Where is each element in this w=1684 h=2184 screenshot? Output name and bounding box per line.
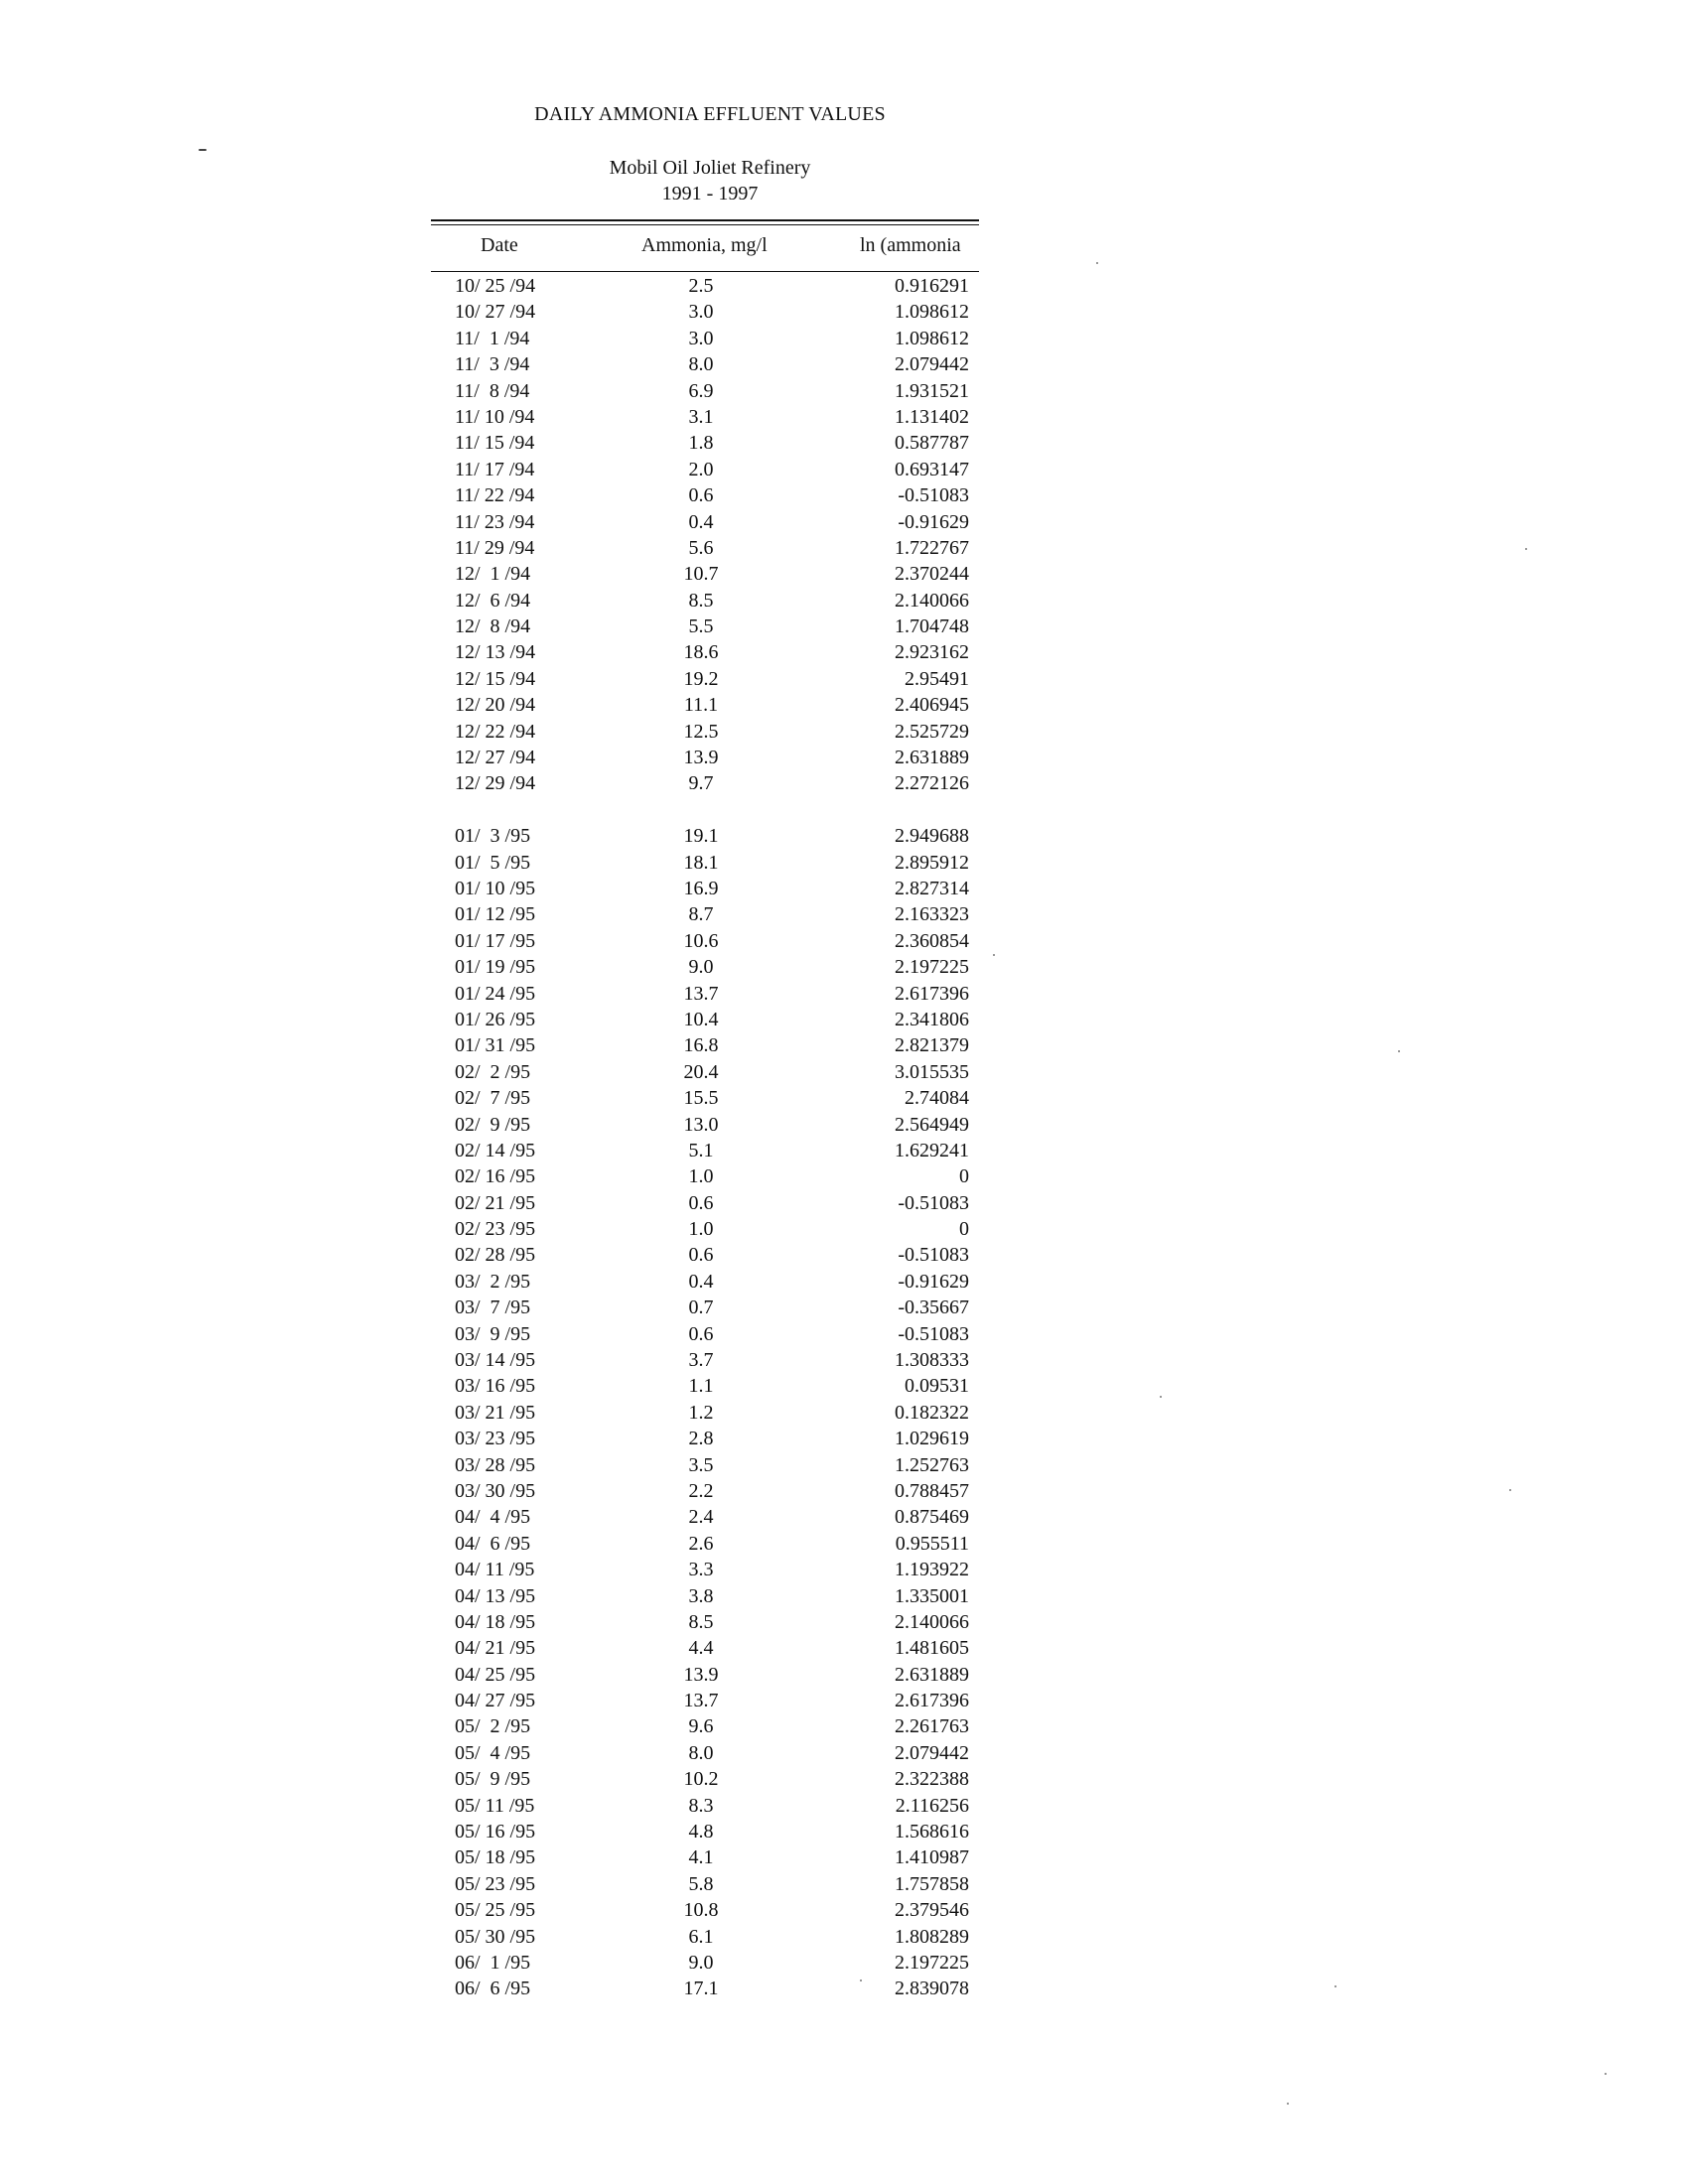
cell-ammonia: 0.4: [688, 510, 714, 533]
cell-ln-ammonia: 2.74084: [905, 1087, 969, 1110]
cell-ln-ammonia: 1.098612: [895, 327, 969, 349]
table-row: [431, 770, 979, 796]
table-row: [431, 1295, 979, 1320]
cell-ln-ammonia: 2.617396: [895, 982, 969, 1005]
table-row: [431, 561, 979, 587]
cell-ammonia: 8.7: [688, 903, 714, 926]
cell-ammonia: 1.0: [688, 1165, 714, 1188]
table-row: [431, 1059, 979, 1085]
cell-ammonia: 3.5: [688, 1453, 714, 1476]
cell-ln-ammonia: 1.808289: [895, 1925, 969, 1948]
cell-ammonia: 0.6: [688, 1244, 714, 1267]
cell-ammonia: 8.5: [688, 1610, 714, 1633]
table-row: [431, 639, 979, 665]
cell-ammonia: 1.8: [688, 432, 714, 455]
cell-ammonia: 19.1: [683, 825, 719, 848]
cell-date: 01/ 10 /95: [455, 877, 536, 899]
cell-date: 04/ 4 /95: [455, 1506, 531, 1529]
table-row: [431, 1924, 979, 1950]
cell-ln-ammonia: 2.140066: [895, 1610, 969, 1633]
cell-date: 03/ 23 /95: [455, 1428, 536, 1450]
cell-date: 01/ 5 /95: [455, 851, 531, 874]
table-row: [431, 1163, 979, 1189]
cell-ammonia: 2.2: [688, 1479, 714, 1502]
table-row: [431, 1976, 979, 2001]
cell-ammonia: 10.2: [683, 1768, 719, 1791]
table-row: [431, 1400, 979, 1426]
cell-ln-ammonia: -0.51083: [898, 1191, 969, 1214]
cell-ln-ammonia: 2.272126: [895, 772, 969, 795]
cell-ln-ammonia: 2.525729: [895, 720, 969, 743]
cell-date: 03/ 14 /95: [455, 1349, 536, 1372]
cell-ln-ammonia: -0.51083: [898, 1322, 969, 1345]
cell-ln-ammonia: -0.51083: [898, 1244, 969, 1267]
table-row: [431, 1426, 979, 1451]
table-row: [431, 614, 979, 639]
scan-speck: [1160, 1396, 1162, 1398]
table-row: [431, 1871, 979, 1897]
table-row: [431, 1085, 979, 1111]
cell-ammonia: 18.6: [683, 641, 719, 664]
cell-date: 11/ 15 /94: [455, 432, 535, 455]
cell-ammonia: 2.5: [688, 275, 714, 297]
table-row: [431, 1242, 979, 1268]
cell-date: 11/ 22 /94: [455, 484, 535, 507]
cell-ln-ammonia: 1.931521: [895, 379, 969, 402]
table-row: [431, 823, 979, 849]
cell-ln-ammonia: 2.116256: [895, 1794, 969, 1817]
cell-date: 03/ 2 /95: [455, 1270, 531, 1293]
cell-ln-ammonia: 1.704748: [895, 615, 969, 638]
cell-ammonia: 0.6: [688, 1191, 714, 1214]
cell-ammonia: 2.0: [688, 458, 714, 480]
cell-ln-ammonia: 1.410987: [895, 1846, 969, 1869]
table-row: [431, 1269, 979, 1295]
cell-ammonia: 5.6: [688, 536, 714, 559]
cell-ammonia: 20.4: [683, 1060, 719, 1083]
header-date: Date: [481, 234, 518, 256]
table-row: [431, 351, 979, 377]
cell-ammonia: 10.6: [683, 929, 719, 952]
cell-ln-ammonia: -0.51083: [898, 484, 969, 507]
cell-ammonia: 8.5: [688, 589, 714, 612]
cell-ammonia: 18.1: [683, 851, 719, 874]
table-row: [431, 1032, 979, 1058]
cell-ln-ammonia: 0.693147: [895, 458, 969, 480]
cell-ln-ammonia: 2.163323: [895, 903, 969, 926]
table-row: [431, 1478, 979, 1504]
cell-ammonia: 16.9: [683, 877, 719, 899]
cell-ln-ammonia: 2.631889: [895, 747, 969, 769]
cell-ammonia: 13.7: [683, 982, 719, 1005]
cell-date: 06/ 1 /95: [455, 1952, 531, 1974]
table-row: [431, 1766, 979, 1792]
cell-ammonia: 13.0: [683, 1113, 719, 1136]
document-title: DAILY AMMONIA EFFLUENT VALUES: [534, 103, 886, 125]
table-row: [431, 1321, 979, 1347]
scan-speck: [1287, 2103, 1289, 2105]
cell-date: 06/ 6 /95: [455, 1978, 531, 2000]
cell-date: 12/ 1 /94: [455, 563, 531, 586]
cell-date: 03/ 16 /95: [455, 1375, 536, 1398]
cell-date: 03/ 9 /95: [455, 1322, 531, 1345]
cell-ln-ammonia: 2.923162: [895, 641, 969, 664]
table-row: [431, 1950, 979, 1976]
cell-ln-ammonia: 2.360854: [895, 929, 969, 952]
cell-ln-ammonia: 2.564949: [895, 1113, 969, 1136]
cell-ammonia: 2.4: [688, 1506, 714, 1529]
header-ammonia: Ammonia, mg/l: [641, 234, 768, 256]
cell-ammonia: 11.1: [683, 694, 719, 717]
cell-ln-ammonia: 0: [959, 1165, 969, 1188]
cell-date: 01/ 12 /95: [455, 903, 536, 926]
cell-ammonia: 0.7: [688, 1297, 714, 1319]
cell-date: 05/ 16 /95: [455, 1821, 536, 1843]
table-row: [431, 1713, 979, 1739]
cell-date: 04/ 21 /95: [455, 1637, 536, 1660]
cell-ammonia: 3.0: [688, 301, 714, 324]
cell-ammonia: 3.8: [688, 1584, 714, 1607]
table-row: [431, 430, 979, 456]
table-row: [431, 1740, 979, 1766]
cell-date: 12/ 29 /94: [455, 772, 536, 795]
table-row: [431, 1635, 979, 1661]
table-row: [431, 1819, 979, 1844]
cell-ln-ammonia: 2.895912: [895, 851, 969, 874]
cell-ammonia: 8.0: [688, 353, 714, 376]
cell-ln-ammonia: 2.341806: [895, 1008, 969, 1030]
cell-ln-ammonia: 1.722767: [895, 536, 969, 559]
cell-date: 12/ 8 /94: [455, 615, 531, 638]
cell-date: 10/ 27 /94: [455, 301, 536, 324]
table-row: [431, 1583, 979, 1609]
table-row: [431, 1112, 979, 1138]
table-row: [431, 1688, 979, 1713]
cell-ln-ammonia: 1.252763: [895, 1453, 969, 1476]
table-row: [431, 299, 979, 325]
cell-ln-ammonia: 0.09531: [905, 1375, 969, 1398]
cell-date: 04/ 13 /95: [455, 1584, 536, 1607]
scan-speck: [1334, 1985, 1336, 1987]
cell-ammonia: 9.0: [688, 1952, 714, 1974]
table-row: [431, 1557, 979, 1582]
cell-ln-ammonia: 1.629241: [895, 1139, 969, 1161]
table-row: [431, 1531, 979, 1557]
cell-ln-ammonia: 2.079442: [895, 353, 969, 376]
cell-date: 04/ 18 /95: [455, 1610, 536, 1633]
scan-speck: [1525, 548, 1527, 550]
table-row: [431, 1897, 979, 1923]
table-row: [431, 1216, 979, 1242]
table-row: [431, 954, 979, 980]
cell-ammonia: 5.1: [688, 1139, 714, 1161]
cell-date: 12/ 27 /94: [455, 747, 536, 769]
cell-ln-ammonia: -0.91629: [898, 1270, 969, 1293]
cell-ammonia: 8.3: [688, 1794, 714, 1817]
cell-date: 02/ 9 /95: [455, 1113, 531, 1136]
cell-ammonia: 2.8: [688, 1428, 714, 1450]
cell-ammonia: 3.3: [688, 1559, 714, 1581]
table-row: [431, 1007, 979, 1032]
cell-ammonia: 12.5: [683, 720, 719, 743]
table-row: [431, 745, 979, 770]
cell-date: 02/ 21 /95: [455, 1191, 536, 1214]
scan-speck: [1398, 1050, 1400, 1052]
cell-date: 05/ 2 /95: [455, 1715, 531, 1738]
cell-date: 11/ 10 /94: [455, 405, 535, 428]
table-row: [431, 588, 979, 614]
cell-ln-ammonia: 1.308333: [895, 1349, 969, 1372]
table-row: [431, 692, 979, 718]
cell-date: 12/ 13 /94: [455, 641, 536, 664]
cell-ln-ammonia: 1.757858: [895, 1872, 969, 1895]
table-row: [431, 1609, 979, 1635]
cell-ammonia: 16.8: [683, 1034, 719, 1057]
cell-ln-ammonia: 2.379546: [895, 1899, 969, 1922]
cell-date: 05/ 23 /95: [455, 1872, 536, 1895]
cell-date: 01/ 17 /95: [455, 929, 536, 952]
cell-ammonia: 5.5: [688, 615, 714, 638]
cell-date: 11/ 8 /94: [455, 379, 530, 402]
table-header: [431, 234, 979, 262]
table-row: [431, 1347, 979, 1373]
cell-ammonia: 10.4: [683, 1008, 719, 1030]
cell-date: 03/ 28 /95: [455, 1453, 536, 1476]
cell-ammonia: 13.9: [683, 747, 719, 769]
cell-ln-ammonia: 2.839078: [895, 1978, 969, 2000]
scan-speck: [1509, 1489, 1511, 1491]
table-row: [431, 1190, 979, 1216]
cell-ln-ammonia: 2.827314: [895, 877, 969, 899]
document-subtitle: [0, 155, 1420, 206]
cell-date: 04/ 11 /95: [455, 1559, 535, 1581]
cell-date: 05/ 25 /95: [455, 1899, 536, 1922]
table-row: [431, 876, 979, 901]
cell-date: 05/ 11 /95: [455, 1794, 535, 1817]
cell-ln-ammonia: 2.617396: [895, 1690, 969, 1712]
scan-speck: [860, 1979, 862, 1981]
cell-ln-ammonia: 0.916291: [895, 275, 969, 297]
table-row: [431, 482, 979, 508]
cell-date: 02/ 28 /95: [455, 1244, 536, 1267]
cell-date: 11/ 29 /94: [455, 536, 535, 559]
cell-ln-ammonia: 1.131402: [895, 405, 969, 428]
header-ln-ammonia: ln (ammonia: [860, 234, 961, 256]
cell-date: 04/ 27 /95: [455, 1690, 536, 1712]
cell-date: 05/ 30 /95: [455, 1925, 536, 1948]
cell-ammonia: 0.4: [688, 1270, 714, 1293]
cell-ammonia: 3.7: [688, 1349, 714, 1372]
cell-ln-ammonia: -0.91629: [898, 510, 969, 533]
cell-ln-ammonia: -0.35667: [898, 1297, 969, 1319]
cell-ln-ammonia: 2.631889: [895, 1663, 969, 1686]
table-row: [431, 1452, 979, 1478]
cell-date: 01/ 26 /95: [455, 1008, 536, 1030]
cell-ln-ammonia: 1.481605: [895, 1637, 969, 1660]
subtitle-years: 1991 - 1997: [661, 183, 759, 205]
cell-ln-ammonia: 0.182322: [895, 1401, 969, 1424]
cell-date: 12/ 6 /94: [455, 589, 531, 612]
table-spacer: [431, 797, 979, 823]
table-row: [431, 901, 979, 927]
table-row: [431, 509, 979, 535]
table-row: [431, 928, 979, 954]
subtitle-refinery: Mobil Oil Joliet Refinery: [609, 157, 811, 179]
cell-ln-ammonia: 2.821379: [895, 1034, 969, 1057]
scan-speck: [199, 149, 207, 151]
cell-ln-ammonia: 0.587787: [895, 432, 969, 455]
cell-ln-ammonia: 2.370244: [895, 563, 969, 586]
cell-ammonia: 10.7: [683, 563, 719, 586]
cell-date: 12/ 20 /94: [455, 694, 536, 717]
cell-ln-ammonia: 2.949688: [895, 825, 969, 848]
cell-date: 01/ 19 /95: [455, 956, 536, 979]
cell-date: 11/ 1 /94: [455, 327, 530, 349]
cell-ln-ammonia: 1.098612: [895, 301, 969, 324]
cell-ln-ammonia: 2.197225: [895, 956, 969, 979]
cell-ln-ammonia: 3.015535: [895, 1060, 969, 1083]
scan-speck: [1605, 2073, 1607, 2075]
cell-ln-ammonia: 2.322388: [895, 1768, 969, 1791]
table-top-rule: [431, 219, 979, 225]
cell-ammonia: 0.6: [688, 484, 714, 507]
cell-ammonia: 3.0: [688, 327, 714, 349]
table-row: [431, 1793, 979, 1819]
cell-ln-ammonia: 1.029619: [895, 1428, 969, 1450]
cell-ln-ammonia: 1.568616: [895, 1821, 969, 1843]
cell-ln-ammonia: 2.95491: [905, 667, 969, 690]
cell-ln-ammonia: 0.955511: [895, 1532, 969, 1555]
table-row: [431, 535, 979, 561]
cell-ln-ammonia: 1.335001: [895, 1584, 969, 1607]
cell-ln-ammonia: 0.788457: [895, 1479, 969, 1502]
cell-date: 02/ 7 /95: [455, 1087, 531, 1110]
cell-date: 02/ 23 /95: [455, 1218, 536, 1241]
cell-ammonia: 6.9: [688, 379, 714, 402]
cell-date: 04/ 25 /95: [455, 1663, 536, 1686]
table-row: [431, 273, 979, 299]
cell-ammonia: 4.1: [688, 1846, 714, 1869]
cell-ammonia: 9.0: [688, 956, 714, 979]
cell-ammonia: 9.7: [688, 772, 714, 795]
cell-ln-ammonia: 2.261763: [895, 1715, 969, 1738]
cell-date: 01/ 31 /95: [455, 1034, 536, 1057]
cell-date: 12/ 22 /94: [455, 720, 536, 743]
cell-date: 02/ 14 /95: [455, 1139, 536, 1161]
cell-ammonia: 8.0: [688, 1741, 714, 1764]
cell-ammonia: 13.9: [683, 1663, 719, 1686]
table-row: [431, 326, 979, 351]
table-row: [431, 850, 979, 876]
cell-ammonia: 1.0: [688, 1218, 714, 1241]
cell-date: 12/ 15 /94: [455, 667, 536, 690]
table-body: [431, 273, 979, 2002]
table-row: [431, 1373, 979, 1399]
table-row: [431, 457, 979, 482]
cell-ammonia: 1.1: [688, 1375, 714, 1398]
table-row: [431, 1504, 979, 1530]
cell-ammonia: 13.7: [683, 1690, 719, 1712]
cell-ammonia: 3.1: [688, 405, 714, 428]
cell-date: 05/ 4 /95: [455, 1741, 531, 1764]
cell-ammonia: 15.5: [683, 1087, 719, 1110]
cell-date: 05/ 9 /95: [455, 1768, 531, 1791]
table-row: [431, 1844, 979, 1870]
cell-ammonia: 4.4: [688, 1637, 714, 1660]
cell-date: 03/ 7 /95: [455, 1297, 531, 1319]
table-row: [431, 719, 979, 745]
cell-ammonia: 4.8: [688, 1821, 714, 1843]
cell-date: 05/ 18 /95: [455, 1846, 536, 1869]
cell-date: 03/ 30 /95: [455, 1479, 536, 1502]
cell-ammonia: 2.6: [688, 1532, 714, 1555]
table-row: [431, 981, 979, 1007]
cell-date: 11/ 17 /94: [455, 458, 535, 480]
table-row: [431, 1138, 979, 1163]
cell-date: 01/ 24 /95: [455, 982, 536, 1005]
scan-speck: [1096, 262, 1098, 264]
table-header-rule: [431, 271, 979, 272]
cell-ln-ammonia: 0: [959, 1218, 969, 1241]
cell-date: 10/ 25 /94: [455, 275, 536, 297]
cell-ln-ammonia: 2.197225: [895, 1952, 969, 1974]
cell-ammonia: 10.8: [683, 1899, 719, 1922]
cell-ln-ammonia: 1.193922: [895, 1559, 969, 1581]
cell-date: 11/ 3 /94: [455, 353, 530, 376]
cell-date: 01/ 3 /95: [455, 825, 531, 848]
cell-date: 11/ 23 /94: [455, 510, 535, 533]
table-row: [431, 378, 979, 404]
cell-ammonia: 19.2: [683, 667, 719, 690]
cell-date: 03/ 21 /95: [455, 1401, 536, 1424]
cell-date: 02/ 16 /95: [455, 1165, 536, 1188]
cell-ammonia: 17.1: [683, 1978, 719, 2000]
cell-date: 02/ 2 /95: [455, 1060, 531, 1083]
table-row: [431, 666, 979, 692]
cell-ammonia: 1.2: [688, 1401, 714, 1424]
cell-ln-ammonia: 2.079442: [895, 1741, 969, 1764]
cell-ln-ammonia: 2.406945: [895, 694, 969, 717]
scan-speck: [993, 954, 995, 956]
table-row: [431, 404, 979, 430]
cell-date: 04/ 6 /95: [455, 1532, 531, 1555]
cell-ammonia: 9.6: [688, 1715, 714, 1738]
cell-ln-ammonia: 0.875469: [895, 1506, 969, 1529]
cell-ammonia: 6.1: [688, 1925, 714, 1948]
cell-ammonia: 5.8: [688, 1872, 714, 1895]
cell-ammonia: 0.6: [688, 1322, 714, 1345]
cell-ln-ammonia: 2.140066: [895, 589, 969, 612]
table-row: [431, 1662, 979, 1688]
